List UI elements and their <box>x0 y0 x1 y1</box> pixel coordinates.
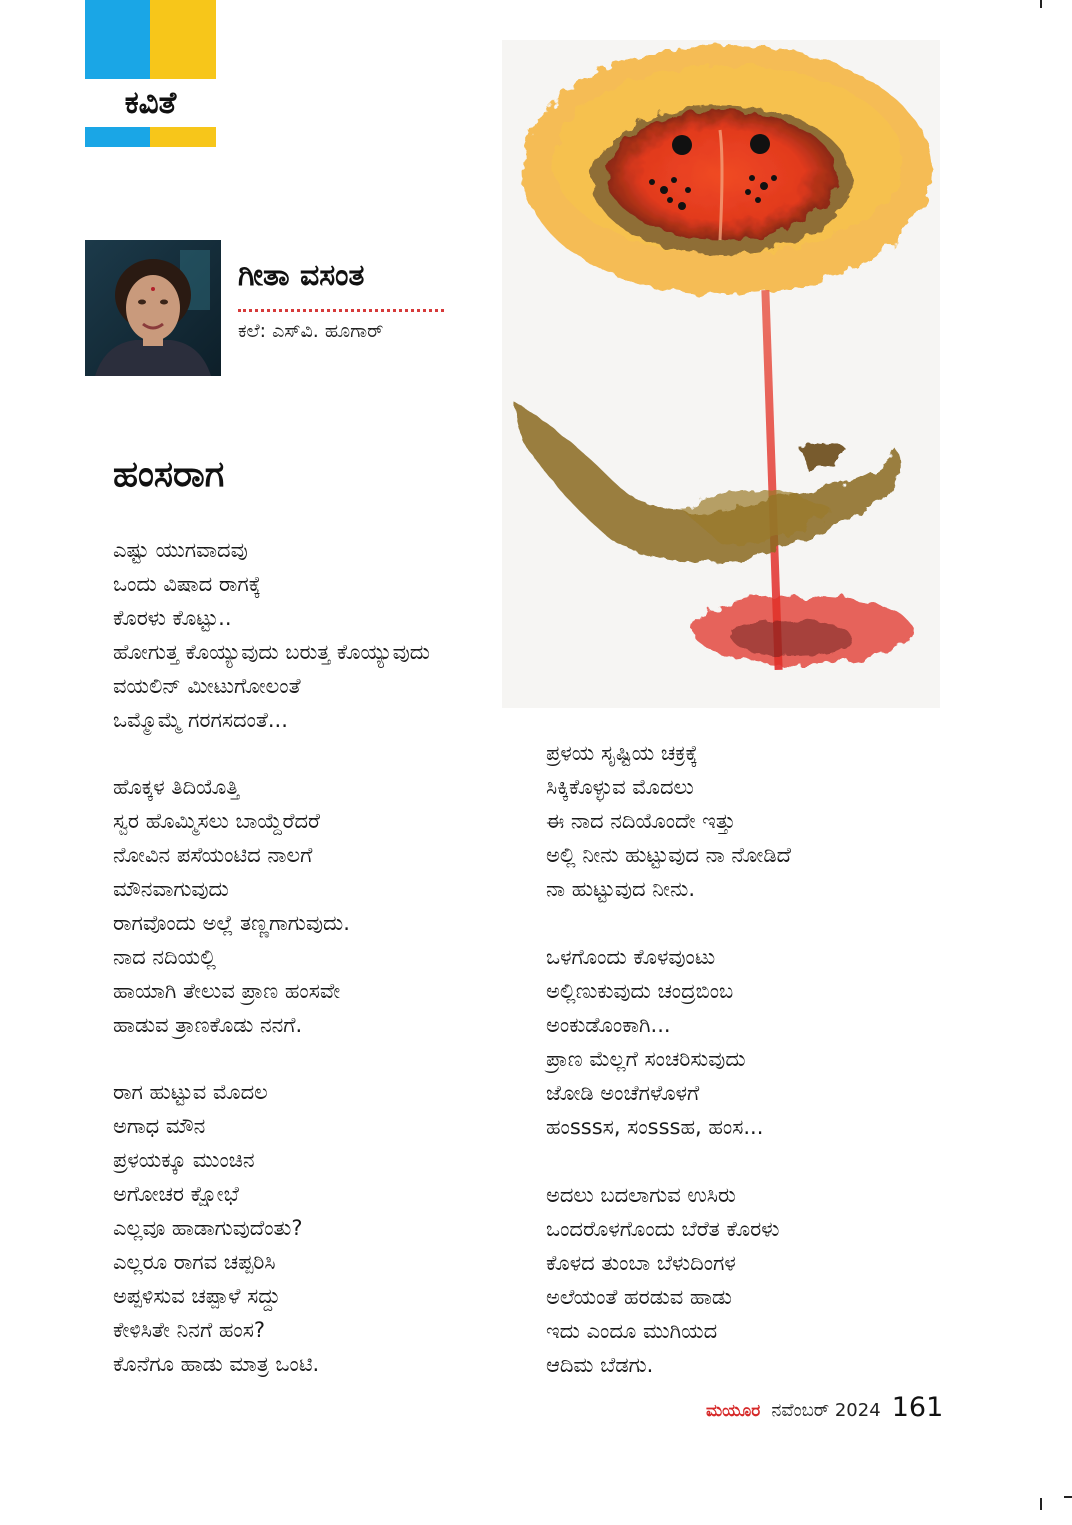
poem-stanza <box>546 940 763 1144</box>
poem-line: ಕೇಳಿಸಿತೇ ನಿನಗೆ ಹಂಸ? <box>113 1318 266 1342</box>
poem-line: ನಾದ ನದಿಯಲ್ಲಿ <box>113 945 216 969</box>
poem-stanza <box>113 770 350 1042</box>
poem-line: ಒಂದು ವಿಷಾದ ರಾಗಕ್ಕೆ <box>113 572 261 596</box>
poem-line: ರಾಗ ಹುಟ್ಟುವ ಮೊದಲ <box>113 1080 268 1104</box>
poem-line: ಹಂsssಸ, ಸಂsssಹ, ಹಂಸ... <box>546 1115 764 1139</box>
poem-line: ಹೋಗುತ್ತ ಕೊಯ್ಯುವುದು ಬರುತ್ತ ಕೊಯ್ಯುವುದು <box>113 640 430 664</box>
poem-line: ಪ್ರಳಯ ಸೃಷ್ಟಿಯ ಚಕ್ರಕ್ಕೆ <box>546 741 698 765</box>
poem-line: ಸಿಕ್ಕಿಕೊಳ್ಳುವ ಮೊದಲು <box>546 775 694 799</box>
page-footer <box>706 1392 943 1423</box>
poem-line: ಅಗಾಧ ಮೌನ <box>113 1114 206 1138</box>
poem-line: ಪ್ರಳಯಕ್ಕೂ ಮುಂಚಿನ <box>113 1148 255 1172</box>
art-credit: ಕಲೆ: ಎಸ್‌ವಿ. ಹೂಗಾರ್ <box>238 320 384 342</box>
poem-line: ರಾಗವೊಂದು ಅಲ್ಲೆ ತಣ್ಣಗಾಗುವುದು. <box>113 911 350 935</box>
poem-line: ಎಲ್ಲರೂ ರಾಗವ ಚಪ್ಪರಿಸಿ <box>113 1250 276 1274</box>
poem-stanza <box>113 1075 319 1381</box>
poem-line: ನೋವಿನ ಪಸೆಯಂಟಿದ ನಾಲಗೆ <box>113 843 313 867</box>
poem-line: ಅಗೋಚರ ಕ್ಷೋಭೆ <box>113 1182 239 1206</box>
crop-mark <box>1040 1498 1042 1510</box>
poem-line: ಅಪ್ಪಳಿಸುವ ಚಪ್ಪಾಳೆ ಸದ್ದು <box>113 1284 281 1308</box>
poem-line: ಅಲ್ಲಿ ನೀನು ಹುಟ್ಟುವುದ ನಾ ನೋಡಿದೆ <box>546 843 791 867</box>
poem-line: ಹೊಕ್ಕಳ ತಿದಿಯೊತ್ತಿ <box>113 775 240 799</box>
poem-line: ಹಾಯಾಗಿ ತೇಲುವ ಪ್ರಾಣ ಹಂಸವೇ <box>113 979 341 1003</box>
poem-line: ಅದಲು ಬದಲಾಗುವ ಉಸಿರು <box>546 1183 736 1207</box>
poem-line: ಎಲ್ಲವೂ ಹಾಡಾಗುವುದೆಂತು? <box>113 1216 303 1240</box>
issue-date: ನವೆಂಬರ್ 2024 <box>771 1400 881 1421</box>
magazine-logo: ಮಯೂರ <box>706 1401 761 1421</box>
category-color-block-top <box>85 0 216 79</box>
flower-swan-illustration <box>502 40 940 708</box>
crop-mark <box>1064 1496 1072 1498</box>
crop-mark <box>1040 0 1042 8</box>
poem-line: ಈ ನಾದ ನದಿಯೊಂದೇ ಇತ್ತು <box>546 809 736 833</box>
poem-stanza <box>546 1178 779 1382</box>
poem-line: ಕೊನೆಗೂ ಹಾಡು ಮಾತ್ರ ಒಂಟಿ. <box>113 1352 320 1376</box>
poem-line: ಕೊರಳು ಕೊಟ್ಟು.. <box>113 606 232 630</box>
author-divider <box>238 309 444 312</box>
poem-line: ಜೋಡಿ ಅಂಚೆಗಳೊಳಗೆ <box>546 1081 700 1105</box>
poem-line: ಒಳಗೊಂದು ಕೊಳವುಂಟು <box>546 945 716 969</box>
poem-stanza <box>546 736 791 906</box>
poem-line: ಸ್ವರ ಹೊಮ್ಮಿಸಲು ಬಾಯ್ದೆರೆದರೆ <box>113 809 320 833</box>
poem-line: ನಾ ಹುಟ್ಟುವುದ ನೀನು. <box>546 877 696 901</box>
poem-line: ಇದು ಎಂದೂ ಮುಗಿಯದ <box>546 1319 718 1343</box>
poem-line: ಅಂಕುಡೊಂಕಾಗಿ... <box>546 1013 671 1037</box>
poem-stanza <box>113 533 430 737</box>
poem-line: ಕೊಳದ ತುಂಬಾ ಬೆಳುದಿಂಗಳ <box>546 1251 736 1275</box>
poem-line: ವಯಲಿನ್ ಮೀಟುಗೋಲಂತೆ <box>113 674 301 698</box>
poem-line: ಎಷ್ಟು ಯುಗವಾದವು <box>113 538 248 562</box>
poem-line: ಮೌನವಾಗುವುದು <box>113 877 229 901</box>
poem-line: ಆದಿಮ ಬೆಡಗು. <box>546 1353 654 1377</box>
category-label: ಕವಿತೆ <box>124 85 177 121</box>
page-number: 161 <box>891 1392 944 1423</box>
category-color-block-bottom <box>85 127 216 147</box>
poem-title: ಹಂಸರಾಗ <box>113 454 225 495</box>
author-photo <box>85 240 221 376</box>
poem-line: ಒಮ್ಮೊಮ್ಮೆ ಗರಗಸದಂತೆ... <box>113 708 288 732</box>
poem-line: ಹಾಡುವ ತ್ರಾಣಕೊಡು ನನಗೆ. <box>113 1013 303 1037</box>
author-name: ಗೀತಾ ವಸಂತ <box>238 258 365 293</box>
poem-line: ಅಲ್ಲಿಣುಕುವುದು ಚಂದ್ರಬಿಂಬ <box>546 979 734 1003</box>
poem-line: ಪ್ರಾಣ ಮೆಲ್ಲಗೆ ಸಂಚರಿಸುವುದು <box>546 1047 746 1071</box>
poem-line: ಅಲೆಯಂತೆ ಹರಡುವ ಹಾಡು <box>546 1285 732 1309</box>
poem-line: ಒಂದರೊಳಗೊಂದು ಬೆರೆತ ಕೊರಳು <box>546 1217 780 1241</box>
